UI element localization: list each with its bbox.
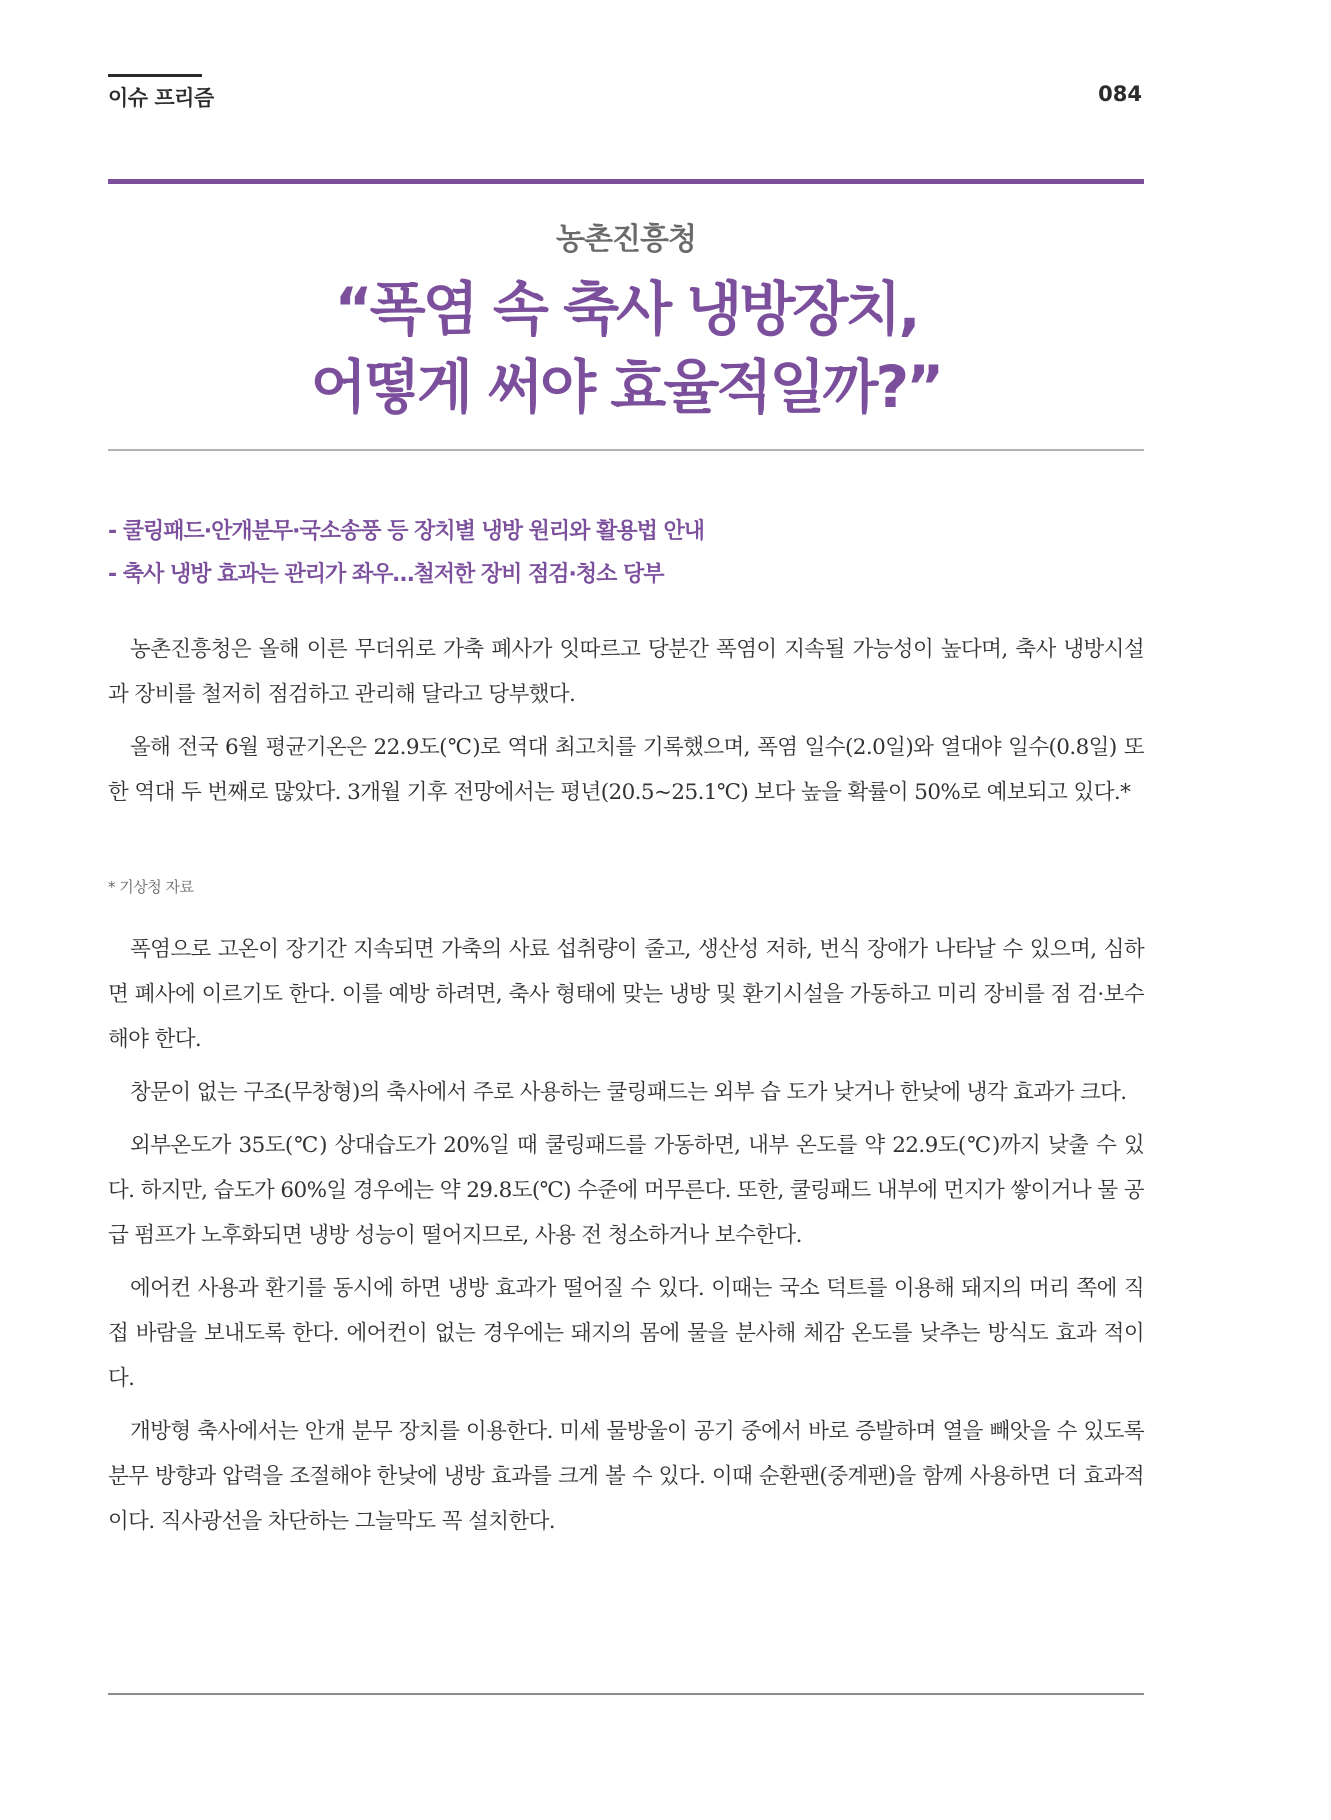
agency-name: 농촌진흥청 (556, 222, 696, 257)
headline-divider (108, 449, 1144, 451)
subhead-1: - 쿨링패드·안개분무·국소송풍 등 장치별 냉방 원리와 활용법 안내 (108, 519, 705, 544)
section-label: 이슈 프리즘 (108, 86, 214, 110)
page-number: 084 (1098, 82, 1142, 106)
bottom-divider (108, 1693, 1144, 1695)
paragraph: 외부온도가 35도(℃) 상대습도가 20%일 때 쿨링패드를 가동하면, 내부 온도를 약 22.9도(℃)까지 낮출 수 있다. 하지만, 습도가 60%일 경우에는 약 29.8도(℃) 수준에 머무른다. 또한, 쿨링패드 내부에 먼지가 쌓이거나 물 공급 펌프가 노후화되면 냉방 성능이 떨어지므로, 사용 전 청소하거나 보수한다. (108, 1133, 1144, 1248)
subhead-2: - 축사 냉방 효과는 관리가 좌우…철저한 장비 점검·청소 당부 (108, 562, 664, 587)
paragraph: 폭염으로 고온이 장기간 지속되면 가축의 사료 섭취량이 줄고, 생산성 저하, 번식 장애가 나타날 수 있으며, 심하면 폐사에 이르기도 한다. 이를 예방 하려면, 축사 형태에 맞는 냉방 및 환기시설을 가동하고 미리 장비를 점 검·보수해야 한다. (108, 937, 1144, 1052)
paragraph: 개방형 축사에서는 안개 분무 장치를 이용한다. 미세 물방울이 공기 중에서 바로 증발하며 열을 빼앗을 수 있도록 분무 방향과 압력을 조절해야 한낮에 냉방 효과를 크게 볼 수 있다. 이때 순환팬(중계팬)을 함께 사용하면 더 효과적이다. 직사광선을 차단하는 그늘막도 꼭 설치한다. (108, 1419, 1144, 1534)
subheads (108, 510, 1144, 596)
paragraph: 창문이 없는 구조(무창형)의 축사에서 주로 사용하는 쿨링패드는 외부 습 도가 낮거나 한낮에 냉각 효과가 크다. (130, 1080, 1127, 1105)
headline (108, 270, 1144, 426)
body-top (108, 627, 1144, 823)
top-divider (108, 179, 1144, 184)
paragraph: 농촌진흥청은 올해 이른 무더위로 가축 폐사가 잇따르고 당분간 폭염이 지속될 가능성이 높다며, 축사 냉방시설과 장비를 철저히 점검하고 관리해 달라고 당부했다. (108, 637, 1144, 707)
footnote: * 기상청 자료 (108, 878, 194, 896)
paragraph: 올해 전국 6월 평균기온은 22.9도(℃)로 역대 최고치를 기록했으며, 폭염 일수(2.0일)와 열대야 일수(0.8일) 또한 역대 두 번째로 많았다. 3개월 기후 전망에서는 평년(20.5~25.1℃) 보다 높을 확률이 50%로 예보되고 있다.* (108, 735, 1144, 805)
section-tab-bar (108, 74, 202, 77)
body-bottom (108, 927, 1144, 1552)
headline-line-1: “폭염 속 축사 냉방장치, (334, 275, 918, 343)
headline-line-2: 어떻게 써야 효율적일까?” (310, 353, 942, 421)
paragraph: 에어컨 사용과 환기를 동시에 하면 냉방 효과가 떨어질 수 있다. 이때는 국소 덕트를 이용해 돼지의 머리 쪽에 직접 바람을 보내도록 한다. 에어컨이 없는 경우에는 돼지의 몸에 물을 분사해 체감 온도를 낮추는 방식도 효과 적이다. (108, 1276, 1144, 1391)
